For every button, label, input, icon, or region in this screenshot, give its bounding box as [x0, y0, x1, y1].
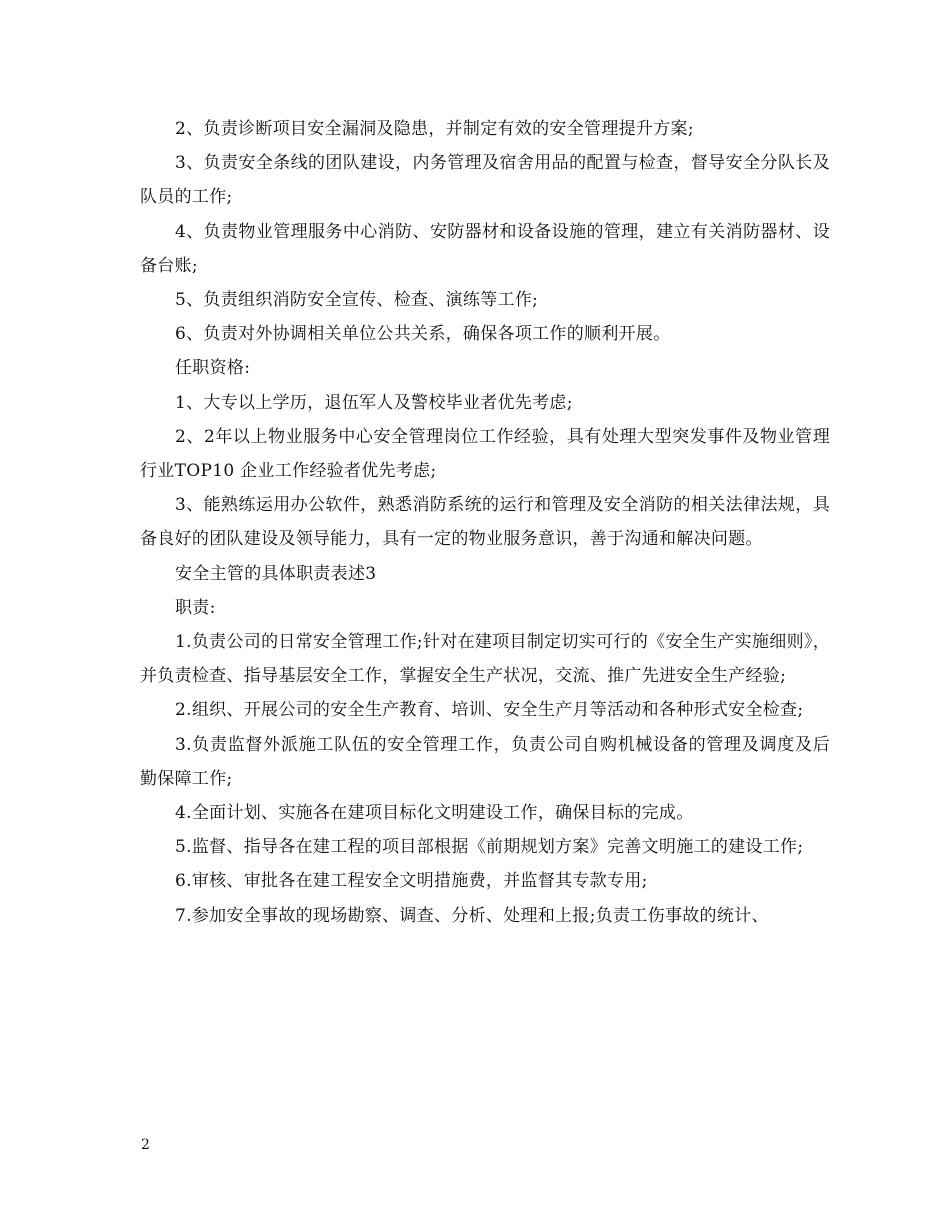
section-heading: 安全主管的具体职责表述3 — [175, 563, 377, 584]
paragraph: 3、能熟练运用办公软件，熟悉消防系统的运行和管理及安全消防的相关法律法规，具备良好的团队建设及领导能力，具有一定的物业服务意识，善于沟通和解决问题。 — [140, 495, 830, 550]
paragraph: 4、负责物业管理服务中心消防、安防器材和设备设施的管理，建立有关消防器材、设备台账; — [140, 221, 830, 276]
paragraph: 7.参加安全事故的现场勘察、调查、分析、处理和上报;负责工伤事故的统计、 — [175, 905, 769, 926]
paragraph: 1.负责公司的日常安全管理工作;针对在建项目制定切实可行的《安全生产实施细则》，并负责检查、指导基层安全工作，掌握安全生产状况，交流、推广先进安全生产经验; — [140, 632, 830, 687]
section-heading: 职责: — [175, 597, 216, 618]
paragraph: 4.全面计划、实施各在建项目标化文明建设工作，确保目标的完成。 — [175, 803, 694, 824]
section-heading: 任职资格: — [175, 358, 251, 379]
paragraph: 3.负责监督外派施工队伍的安全管理工作，负责公司自购机械设备的管理及调度及后勤保障工作; — [140, 734, 830, 789]
paragraph: 2、2年以上物业服务中心安全管理岗位工作经验，具有处理大型突发事件及物业管理行业TOP10 企业工作经验者优先考虑; — [140, 426, 830, 482]
paragraph: 2、负责诊断项目安全漏洞及隐患，并制定有效的安全管理提升方案; — [175, 119, 694, 139]
page-number: 2 — [141, 1137, 150, 1153]
document-body — [140, 112, 830, 933]
paragraph: 6、负责对外协调相关单位公共关系，确保各项工作的顺利开展。 — [175, 324, 671, 345]
paragraph: 2.组织、开展公司的安全生产教育、培训、安全生产月等活动和各种形式安全检查; — [175, 700, 804, 721]
paragraph: 5.监督、指导各在建工程的项目部根据《前期规划方案》完善文明施工的建设工作; — [175, 837, 804, 858]
paragraph: 5、负责组织消防安全宣传、检查、演练等工作; — [175, 290, 539, 311]
paragraph: 1、大专以上学历，退伍军人及警校毕业者优先考虑; — [175, 392, 573, 413]
paragraph: 3、负责安全条线的团队建设，内务管理及宿舍用品的配置与检查，督导安全分队长及队员的工作; — [140, 153, 830, 208]
paragraph: 6.审核、审批各在建工程安全文明措施费，并监督其专款专用; — [175, 871, 648, 892]
